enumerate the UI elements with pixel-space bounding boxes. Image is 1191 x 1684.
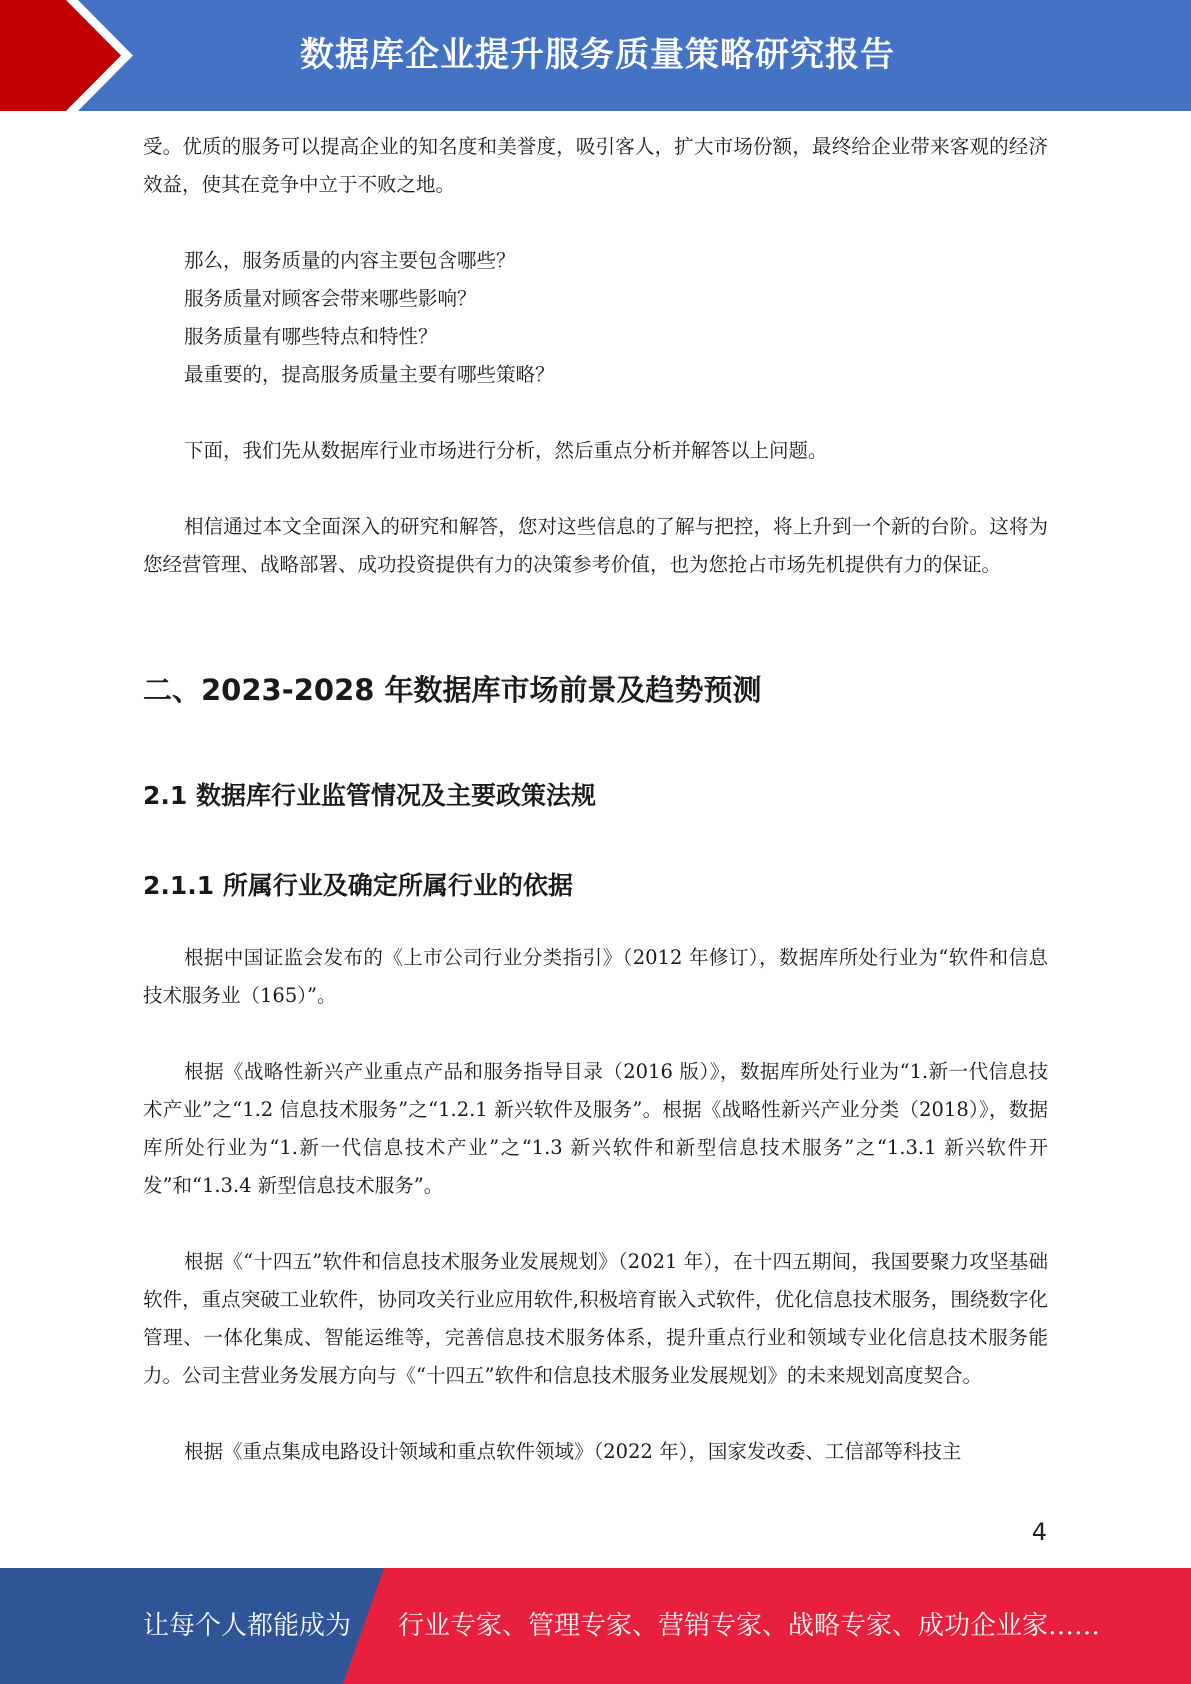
page-number: 4 [1031,1518,1047,1546]
body-paragraph: 根据《战略性新兴产业重点产品和服务指导目录（2016 版）》，数据库所处行业为“1.新一代信息技术产业”之“1.2 信息技术服务”之“1.2.1 新兴软件及服务”。根据《战略性新兴产业分类（2018）》，数据库所处行业为“1.新一代信息技术产业”之“1.3 新兴软件和新型信息技术服务”之“1.3.1 新兴软件开发”和“1.3.4 新型信息技术服务”。 [143,1060,1048,1197]
belief-paragraph: 相信通过本文全面深入的研究和解答，您对这些信息的了解与把控，将上升到一个新的台阶。这将为您经营管理、战略部署、成功投资提供有力的决策参考价值，也为您抢占市场先机提供有力的保证。 [143,515,1048,576]
footer-slogan-left: 让每个人都能成为 [143,1611,352,1641]
body-paragraph: 根据《重点集成电路设计领域和重点软件领域》（2022 年），国家发改委、工信部等科技主 [184,1440,962,1463]
question-item: 那么，服务质量的内容主要包含哪些？ [184,249,516,272]
intro-continuation-paragraph: 受。优质的服务可以提高企业的知名度和美誉度，吸引客人，扩大市场份额，最终给企业带来客观的经济效益，使其在竞争中立于不败之地。 [143,135,1048,196]
section-heading: 二、2023-2028 年数据库市场前景及趋势预测 [143,673,762,707]
question-item: 服务质量对顾客会带来哪些影响？ [184,287,477,310]
page-header [0,0,1191,111]
question-item: 最重要的，提高服务质量主要有哪些策略？ [184,363,555,386]
header-arrow-decoration [0,0,160,111]
question-item: 服务质量有哪些特点和特性？ [184,325,438,348]
body-paragraph: 根据中国证监会发布的《上市公司行业分类指引》（2012 年修订），数据库所处行业为“软件和信息技术服务业（165）”。 [143,946,1048,1007]
intro-section [143,128,1048,584]
subsection-heading: 2.1 数据库行业监管情况及主要政策法规 [143,781,596,810]
body-paragraph: 根据《“十四五”软件和信息技术服务业发展规划》（2021 年），在十四五期间，我国要聚力攻坚基础软件，重点突破工业软件，协同攻关行业应用软件,积极培育嵌入式软件，优化信息技术服务，围绕数字化管理、一体化集成、智能运维等，完善信息技术服务体系，提升重点行业和领域专业化信息技术服务能力。公司主营业务发展方向与《“十四五”软件和信息技术服务业发展规划》的未来规划高度契合。 [143,1250,1048,1387]
footer-slogan-right: 行业专家、管理专家、营销专家、战略专家、成功企业家…… [398,1611,1101,1641]
subsubsection-heading: 2.1.1 所属行业及确定所属行业的依据 [143,871,573,900]
body-section [143,939,1048,1471]
page-footer [0,1568,1191,1684]
report-title: 数据库企业提升服务质量策略研究报告 [300,35,895,75]
next-steps-paragraph: 下面，我们先从数据库行业市场进行分析，然后重点分析并解答以上问题。 [184,439,828,462]
